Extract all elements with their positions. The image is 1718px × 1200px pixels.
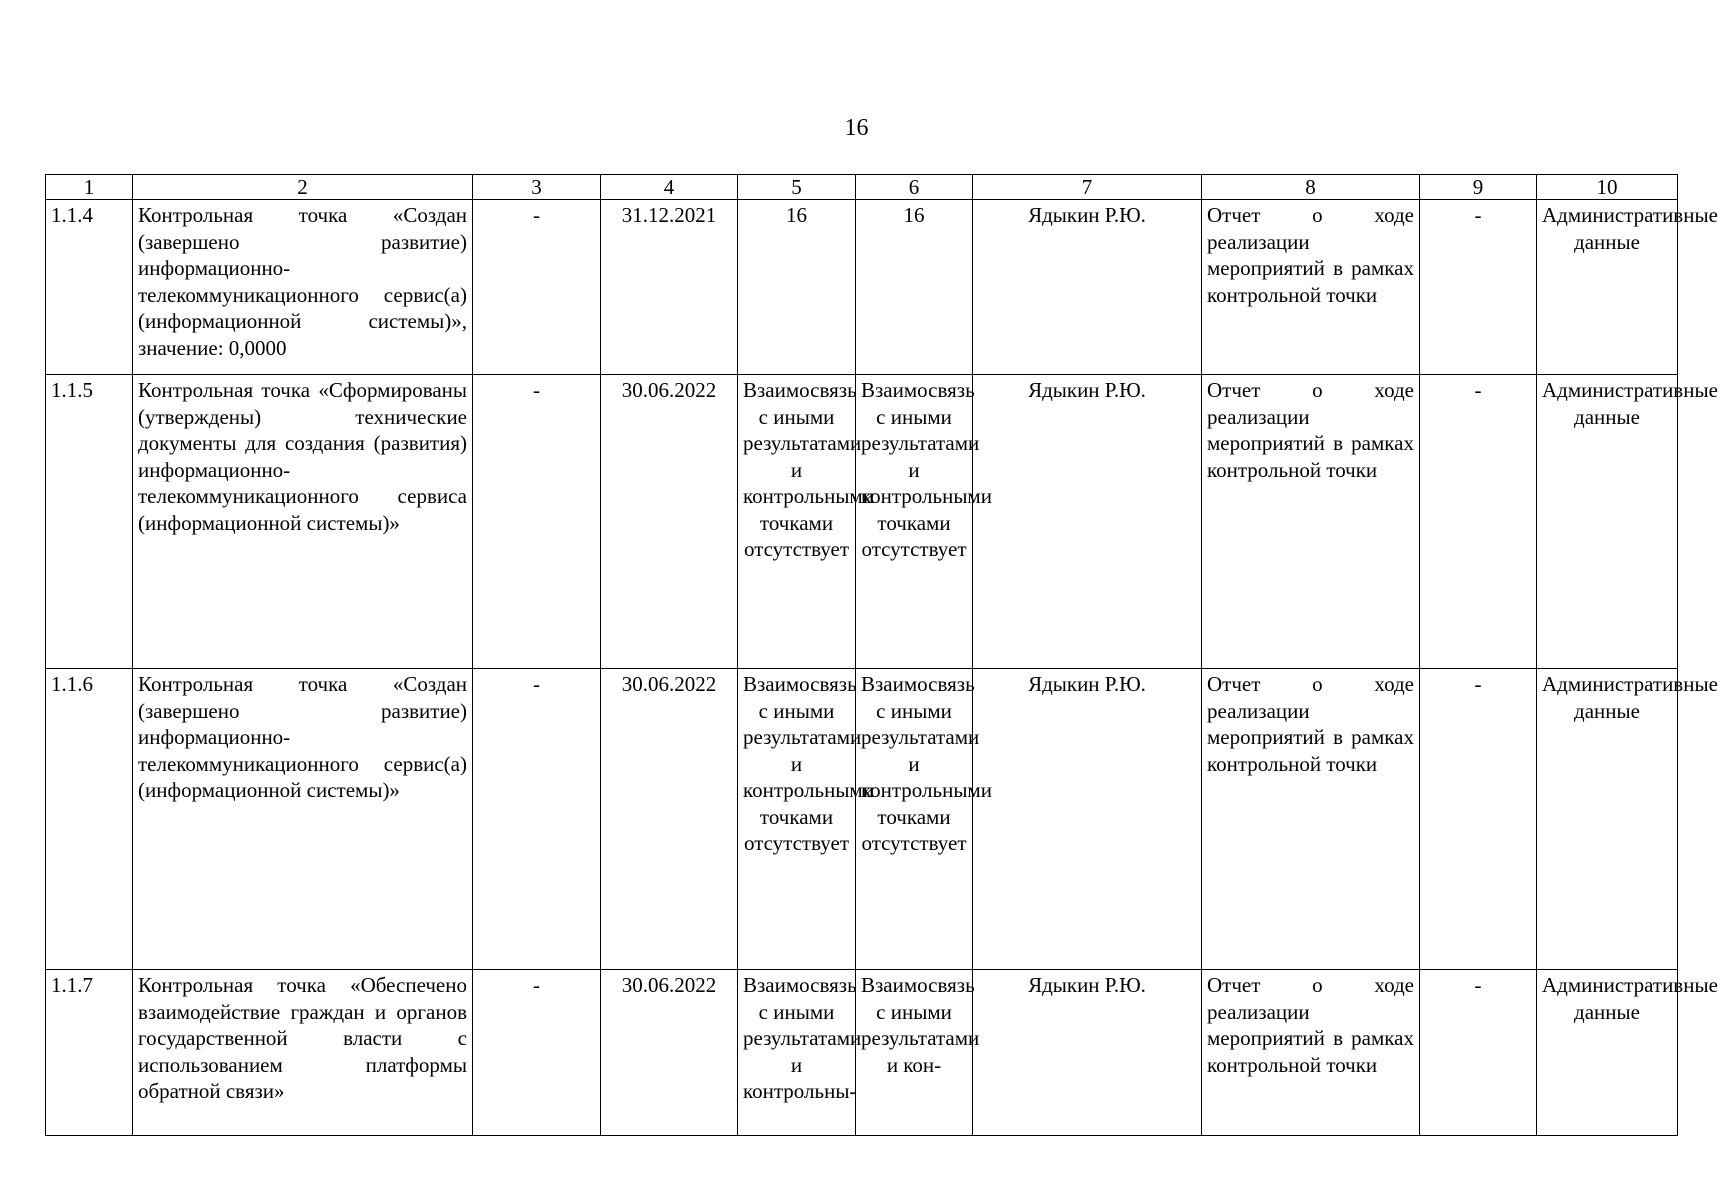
col-header-5: 5 bbox=[738, 175, 856, 200]
row-col9: - bbox=[1420, 375, 1537, 669]
row-report: Отчет о ходе реализации мероприятий в рамках контрольной точки bbox=[1202, 200, 1420, 375]
row-report: Отчет о ходе реализации мероприятий в рамках контрольной точки bbox=[1202, 375, 1420, 669]
row-date: 30.06.2022 bbox=[601, 375, 738, 669]
col-header-4: 4 bbox=[601, 175, 738, 200]
row-responsible: Ядыкин Р.Ю. bbox=[973, 200, 1202, 375]
row-responsible: Ядыкин Р.Ю. bbox=[973, 970, 1202, 1136]
row-col9: - bbox=[1420, 970, 1537, 1136]
table-row bbox=[46, 970, 1678, 1136]
row-date: 31.12.2021 bbox=[601, 200, 738, 375]
row-description: Контрольная точка «Создан (завершено развитие) информационно-телекоммуникационного сервис(а) (информационной системы)» bbox=[133, 669, 473, 970]
row-col3: - bbox=[473, 200, 601, 375]
row-date: 30.06.2022 bbox=[601, 970, 738, 1136]
row-source: Административные данные bbox=[1537, 200, 1678, 375]
row-col5: Взаимосвязь с иными результатами и контрольными точками отсутствует bbox=[738, 669, 856, 970]
col-header-2: 2 bbox=[133, 175, 473, 200]
row-description: Контрольная точка «Сформированы (утверждены) технические документы для создания (развития) информационно-телекоммуникационного сервиса (информационной системы)» bbox=[133, 375, 473, 669]
row-col3: - bbox=[473, 669, 601, 970]
row-number: 1.1.6 bbox=[46, 669, 133, 970]
header-row bbox=[46, 175, 1678, 200]
row-responsible: Ядыкин Р.Ю. bbox=[973, 375, 1202, 669]
page-number: 16 bbox=[844, 115, 869, 141]
row-col5: Взаимосвязь с иными результатами и контрольны- bbox=[738, 970, 856, 1136]
row-report: Отчет о ходе реализации мероприятий в рамках контрольной точки bbox=[1202, 970, 1420, 1136]
table-row bbox=[46, 200, 1678, 375]
col-header-9: 9 bbox=[1420, 175, 1537, 200]
row-number: 1.1.4 bbox=[46, 200, 133, 375]
row-report: Отчет о ходе реализации мероприятий в рамках контрольной точки bbox=[1202, 669, 1420, 970]
col-header-10: 10 bbox=[1537, 175, 1678, 200]
row-source: Административные данные bbox=[1537, 375, 1678, 669]
row-col5: 16 bbox=[738, 200, 856, 375]
row-col6: Взаимосвязь с иными результатами и кон- bbox=[856, 970, 973, 1136]
row-col5: Взаимосвязь с иными результатами и контрольными точками отсутствует bbox=[738, 375, 856, 669]
row-col9: - bbox=[1420, 200, 1537, 375]
col-header-8: 8 bbox=[1202, 175, 1420, 200]
row-col9: - bbox=[1420, 669, 1537, 970]
row-col6: 16 bbox=[856, 200, 973, 375]
row-date: 30.06.2022 bbox=[601, 669, 738, 970]
row-col6: Взаимосвязь с иными результатами и контрольными точками отсутствует bbox=[856, 669, 973, 970]
row-source: Административные данные bbox=[1537, 669, 1678, 970]
row-number: 1.1.7 bbox=[46, 970, 133, 1136]
data-table bbox=[45, 174, 1718, 1136]
row-col6: Взаимосвязь с иными результатами и контрольными точками отсутствует bbox=[856, 375, 973, 669]
col-header-6: 6 bbox=[856, 175, 973, 200]
row-description: Контрольная точка «Создан (завершено развитие) информационно-телекоммуникационного сервис(а) (информационной системы)», значение: 0,0000 bbox=[133, 200, 473, 375]
row-number: 1.1.5 bbox=[46, 375, 133, 669]
col-header-7: 7 bbox=[973, 175, 1202, 200]
row-col3: - bbox=[473, 970, 601, 1136]
row-responsible: Ядыкин Р.Ю. bbox=[973, 669, 1202, 970]
col-header-3: 3 bbox=[473, 175, 601, 200]
table-row bbox=[46, 375, 1678, 669]
row-col3: - bbox=[473, 375, 601, 669]
col-header-1: 1 bbox=[46, 175, 133, 200]
table-row bbox=[46, 669, 1678, 970]
row-description: Контрольная точка «Обеспечено взаимодействие граждан и органов государственной власти с использованием платформы обратной связи» bbox=[133, 970, 473, 1136]
row-source: Административные данные bbox=[1537, 970, 1678, 1136]
